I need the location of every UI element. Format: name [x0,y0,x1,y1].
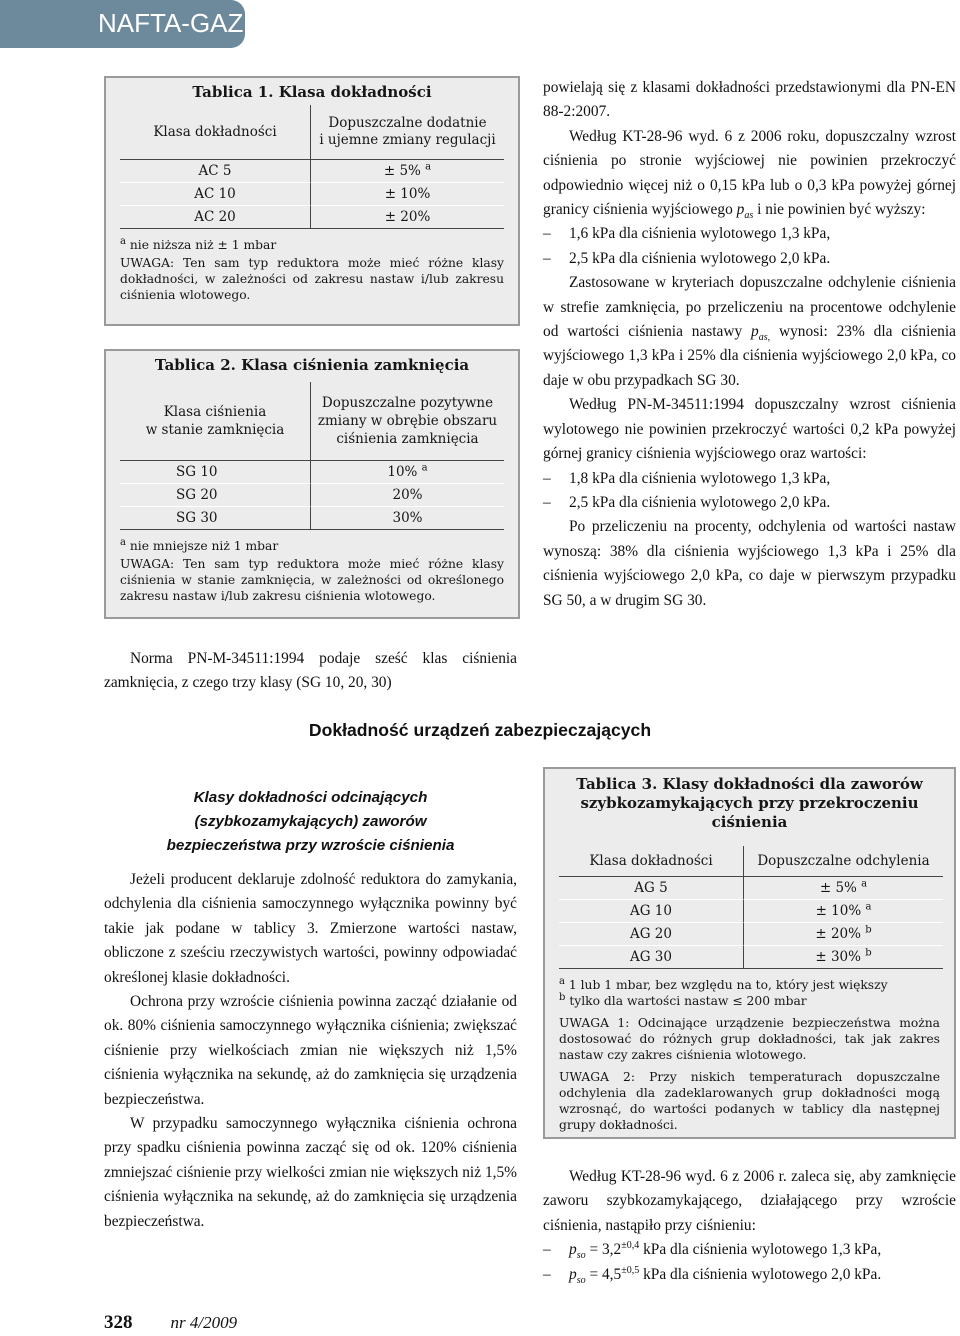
table-cell: ± 10% [311,183,504,206]
table-row: AC 5 [120,160,311,183]
list-item: – $p_{so} = 3,2^{\pm 0,4}$ kPa dla ciśnienia wylotowego 1,3 kPa, [543,1240,882,1262]
paragraph: W przypadku samoczynnego wyłącznika ciśnienia ochrona przy spadku ciśnienia powinna zacząć się od ok. 120% ciśnienia zmniejszać ciśnienie przy wielkości zmian nie większych niż 1,5% ciśnienia wyłącznika na sekundę, aż do zamknięcia się urządzenia bezpieczeństwa. [104,1115,517,1230]
table-cell: 30% [311,507,504,530]
subheading: Klasy dokładności odcinających (szybkozamykających) zaworów bezpieczeństwa przy wzroście ciśnienia [166,789,455,854]
table-cell: ± 20% [311,206,504,229]
table-2-note: UWAGA: Ten sam typ reduktora może mieć różne klasy ciśnienia w stanie zamknięcia, w zależności od określonego zakresu nastaw i/lub zakresu ciśnienia wlotowego. [120,557,504,603]
paragraph: Według KT-28-96 wyd. 6 z 2006 r. zaleca się, aby zamknięcie zaworu szybkozamykającego, działającego przy wzroście ciśnienia, nastąpiło przy ciśnieniu: [543,1168,956,1234]
table-row: SG 10 [120,461,311,484]
table-cell: ± 5% $^a$ [311,160,504,183]
table-1-note-a: $^a$ nie niższa niż ± 1 mbar [120,235,277,252]
table-cell: ± 5% $^a$ [744,877,943,900]
table-1-col1-header: Klasa dokładności [120,105,311,160]
table-cell: 20% [311,484,504,507]
left-bottom-text [104,786,517,1234]
list-item: – 1,6 kPa dla ciśnienia wylotowego 1,3 kPa, [543,225,831,243]
table-cell: ± 10% $^a$ [744,900,943,923]
table-1-note: UWAGA: Ten sam typ reduktora może mieć różne klasy dokładności, w zależności od zakresu nastaw i/lub zakresu ciśnienia wlotowego. [120,256,504,302]
section-heading: Dokładność urządzeń zabezpieczających [308,720,652,740]
table-3-note-a: $^a$ 1 lub 1 mbar, bez względu na to, który jest większy [559,975,888,992]
paragraph: Ochrona przy wzroście ciśnienia powinna zacząć działanie od ok. 80% ciśnienia samoczynnego wyłącznika ciśnienia; zwiększać ciśnienie przy wielkościach zmian nie większych niż 1,5% ciśnienia wyłącznika na sekundę, aż do zamknięcia się urządzenia bezpieczeństwa. [104,993,517,1108]
table-cell: ± 20% $^b$ [744,923,943,946]
table-3 [543,767,956,1139]
table-3-uwaga-1: UWAGA 1: Odcinające urządzenie bezpieczeństwa można dostosować do różnych grup dokładności, tak jak zakres nastaw czy zakres ciśnienia wlotowego. [559,1016,940,1062]
table-3-col2-header: Dopuszczalne odchylenia [744,846,943,877]
table-1 [104,76,520,326]
issue-label: nr 4/2009 [170,1313,238,1332]
table-2 [104,349,520,619]
list-item: – 2,5 kPa dla ciśnienia wylotowego 2,0 kPa. [543,493,831,511]
table-row: AG 10 [559,900,744,923]
table-1-col2-header: Dopuszczalne dodatnie i ujemne zmiany regulacji [311,105,504,160]
table-row: SG 30 [120,507,311,530]
table-1-title: Tablica 1. Klasa dokładności [192,83,432,101]
table-2-title: Tablica 2. Klasa ciśnienia zamknięcia [154,356,470,374]
journal-badge [0,0,245,48]
table-3-uwaga-2: UWAGA 2: Przy niskich temperaturach dopuszczalne odchylenia dla zadeklarowanych grup dokładności mogą wzrosnąć, do wartości podanych w tablicy dla następnej grupy dokładności. [559,1070,940,1132]
table-2-col2-header: Dopuszczalne pozytywne zmiany w obrębie obszaru ciśnienia zamknięcia [311,382,504,461]
table-row: AG 20 [559,923,744,946]
table-2-col1-header: Klasa ciśnienia w stanie zamknięcia [120,382,311,461]
paragraph: Po przeliczeniu na procenty, odchylenia od wartości nastaw wynoszą: 38% dla ciśnienia wyjściowego 1,3 kPa i 25% dla ciśnienia wyjściowego 2,0 kPa, co daje w pierwszym przypadku SG 50, a w drugim SG 30. [543,518,956,609]
page-number: 328 [104,1312,133,1333]
table-row: SG 20 [120,484,311,507]
list-item: – 2,5 kPa dla ciśnienia wylotowego 2,0 kPa. [543,249,831,267]
table-3-title: Tablica 3. Klasy dokładności dla zaworów szybkozamykających przy przekroczeniu ciśnienia [576,775,923,831]
table-cell: ± 30% $^b$ [744,946,943,969]
table-3-note-b: $^b$ tylko dla wartości nastaw ≤ 200 mbar [559,991,807,1008]
table-3-col1-header: Klasa dokładności [559,846,744,877]
table-row: AC 10 [120,183,311,206]
table-2-note-a: $^a$ nie mniejsze niż 1 mbar [120,536,279,553]
paragraph: Według KT-28-96 wyd. 6 z 2006 roku, dopuszczalny wzrost ciśnienia po stronie wyjściowej nie powinien przekroczyć odpowiednio więcej niż o 0,15 kPa lub o 0,3 kPa powyżej górnej granicy ciśnienia wyjściowego $p_{as}$ i nie powinien być wyższy: [543,127,956,222]
paragraph: Jeżeli producent deklaruje zdolność reduktora do zamykania, odchylenia dla ciśnienia samoczynnego wyłącznika powinny być takie jak podane w tablicy 3. Zmierzone wartości nastaw, obliczone z sześciu rzeczywistych wartości, powinny odpowiadać określonej klasie dokładności. [104,871,517,986]
journal-title: NAFTA-GAZ [98,8,244,38]
list-item: – 1,8 kPa dla ciśnienia wylotowego 1,3 kPa, [543,469,831,487]
list-item: – $p_{so} = 4,5^{\pm 0,5}$ kPa dla ciśnienia wylotowego 2,0 kPa. [543,1264,882,1286]
right-bottom-text [543,1165,956,1287]
paragraph: powielają się z klasami dokładności przedstawionymi dla PN-EN 88-2:2007. [543,79,956,121]
table-row: AG 5 [559,877,744,900]
table-row: AG 30 [559,946,744,969]
left-top-text [104,647,517,696]
paragraph: Norma PN-M-34511:1994 podaje sześć klas ciśnienia zamknięcia, z czego trzy klasy (SG 10, 20, 30) [104,650,517,692]
paragraph: Według PN-M-34511:1994 dopuszczalny wzrost ciśnienia wylotowego nie powinien przekroczyć wartości 0,2 kPa powyżej górnej granicy ciśnienia wyjściowego oraz wartości: [543,396,956,463]
paragraph: Zastosowane w kryteriach dopuszczalne odchylenie ciśnienia w strefie zamknięcia, po przeliczeniu na procentowe odchylenie od wartości ciśnienia nastawy $p_{as,}$ wynosi: 23% dla ciśnienia wyjściowego 1,3 kPa i 25% dla ciśnienia wyjściowego 2,0 kPa, co daje w obu przypadkach SG 30. [543,274,956,389]
table-cell: 10% $^a$ [311,461,504,484]
footer [104,1312,237,1334]
table-row: AC 20 [120,206,311,229]
right-top-text [543,76,956,613]
